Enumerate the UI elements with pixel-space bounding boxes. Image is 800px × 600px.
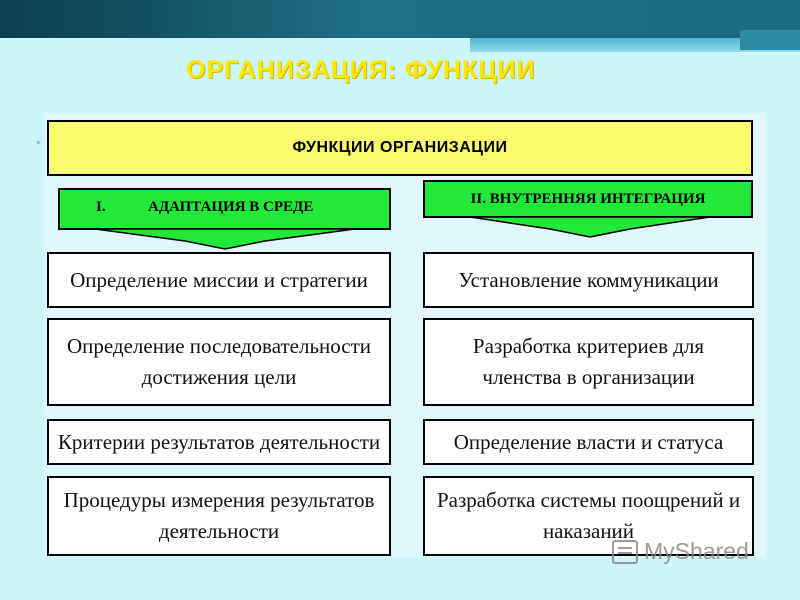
left-item-3: Критерии результатов деятельности xyxy=(47,419,391,465)
slide-title: ОРГАНИЗАЦИЯ: ФУНКЦИИ xyxy=(186,56,536,84)
right-item-4: Разработка системы поощрений и наказаний xyxy=(423,476,754,556)
category-adaptation-number: I. xyxy=(96,199,106,215)
left-item-4: Процедуры измерения результатов деятельности xyxy=(47,476,391,556)
left-item-1: Определение миссии и стратегии xyxy=(47,252,391,308)
top-banner-accent-dark xyxy=(740,30,800,50)
top-banner xyxy=(0,0,800,38)
category-integration: II. ВНУТРЕННЯЯ ИНТЕГРАЦИЯ xyxy=(423,180,753,218)
watermark-text: MyShared xyxy=(644,538,749,564)
presentation-icon xyxy=(612,540,638,564)
left-item-2: Определение последовательности достижения цели xyxy=(47,318,391,406)
diagram-header: ФУНКЦИИ ОРГАНИЗАЦИИ xyxy=(47,120,753,176)
bullet-marker: • xyxy=(36,134,41,150)
arrow-down-icon xyxy=(470,217,710,239)
category-adaptation xyxy=(58,188,391,230)
arrow-down-icon xyxy=(95,229,355,251)
watermark xyxy=(612,538,749,565)
right-item-1: Установление коммуникации xyxy=(423,252,754,308)
right-item-2: Разработка критериев для членства в организации xyxy=(423,318,754,406)
right-item-3: Определение власти и статуса xyxy=(423,419,754,465)
category-adaptation-label: АДАПТАЦИЯ В СРЕДЕ xyxy=(148,199,314,215)
